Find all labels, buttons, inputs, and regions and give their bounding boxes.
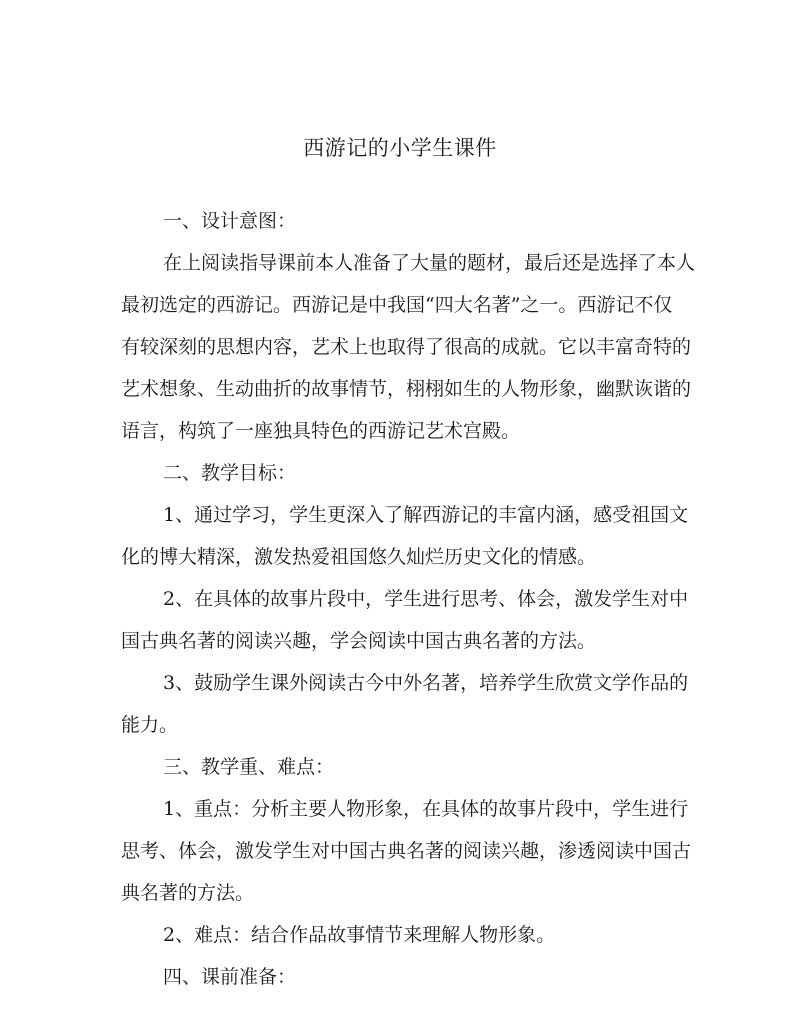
paragraph-line: 在上阅读指导课前本人准备了大量的题材，最后还是选择了本人 (163, 252, 696, 274)
paragraph-line: 最初选定的西游记。西游记是中我国“四大名著”之一。西游记不仅 (121, 294, 673, 316)
paragraph-line: 3、鼓励学生课外阅读古今中外名著，培养学生欣赏文学作品的 (163, 672, 689, 694)
paragraph-line: 1、重点：分析主要人物形象，在具体的故事片段中，学生进行 (163, 798, 689, 820)
paragraph-line: 有较深刻的思想内容，艺术上也取得了很高的成就。它以丰富奇特的 (121, 336, 692, 358)
paragraph-line: 艺术想象、生动曲折的故事情节，栩栩如生的人物形象，幽默诙谐的 (121, 378, 692, 400)
document-body (121, 203, 696, 996)
section-heading-preparation: 四、课前准备： (163, 966, 297, 988)
paragraph-line: 2、在具体的故事片段中，学生进行思考、体会，激发学生对中 (163, 588, 689, 610)
section-heading-teaching-goals: 二、教学目标： (163, 462, 297, 484)
paragraph-line: 语言，构筑了一座独具特色的西游记艺术宫殿。 (121, 420, 521, 442)
paragraph-line: 典名著的方法。 (121, 882, 255, 904)
paragraph-line: 2、难点：结合作品故事情节来理解人物形象。 (163, 924, 556, 946)
paragraph-line: 思考、体会，激发学生对中国古典名著的阅读兴趣，渗透阅读中国古 (121, 840, 692, 862)
paragraph-line: 能力。 (121, 714, 179, 736)
document-title: 西游记的小学生课件 (303, 136, 497, 160)
paragraph-line: 化的博大精深，激发热爱祖国悠久灿烂历史文化的情感。 (121, 546, 597, 568)
section-heading-key-points: 三、教学重、难点： (163, 756, 335, 778)
paragraph-line: 1、通过学习，学生更深入了解西游记的丰富内涵，感受祖国文 (163, 504, 689, 526)
section-heading-design-intent: 一、设计意图： (163, 210, 297, 232)
paragraph-line: 国古典名著的阅读兴趣，学会阅读中国古典名著的方法。 (121, 630, 597, 652)
